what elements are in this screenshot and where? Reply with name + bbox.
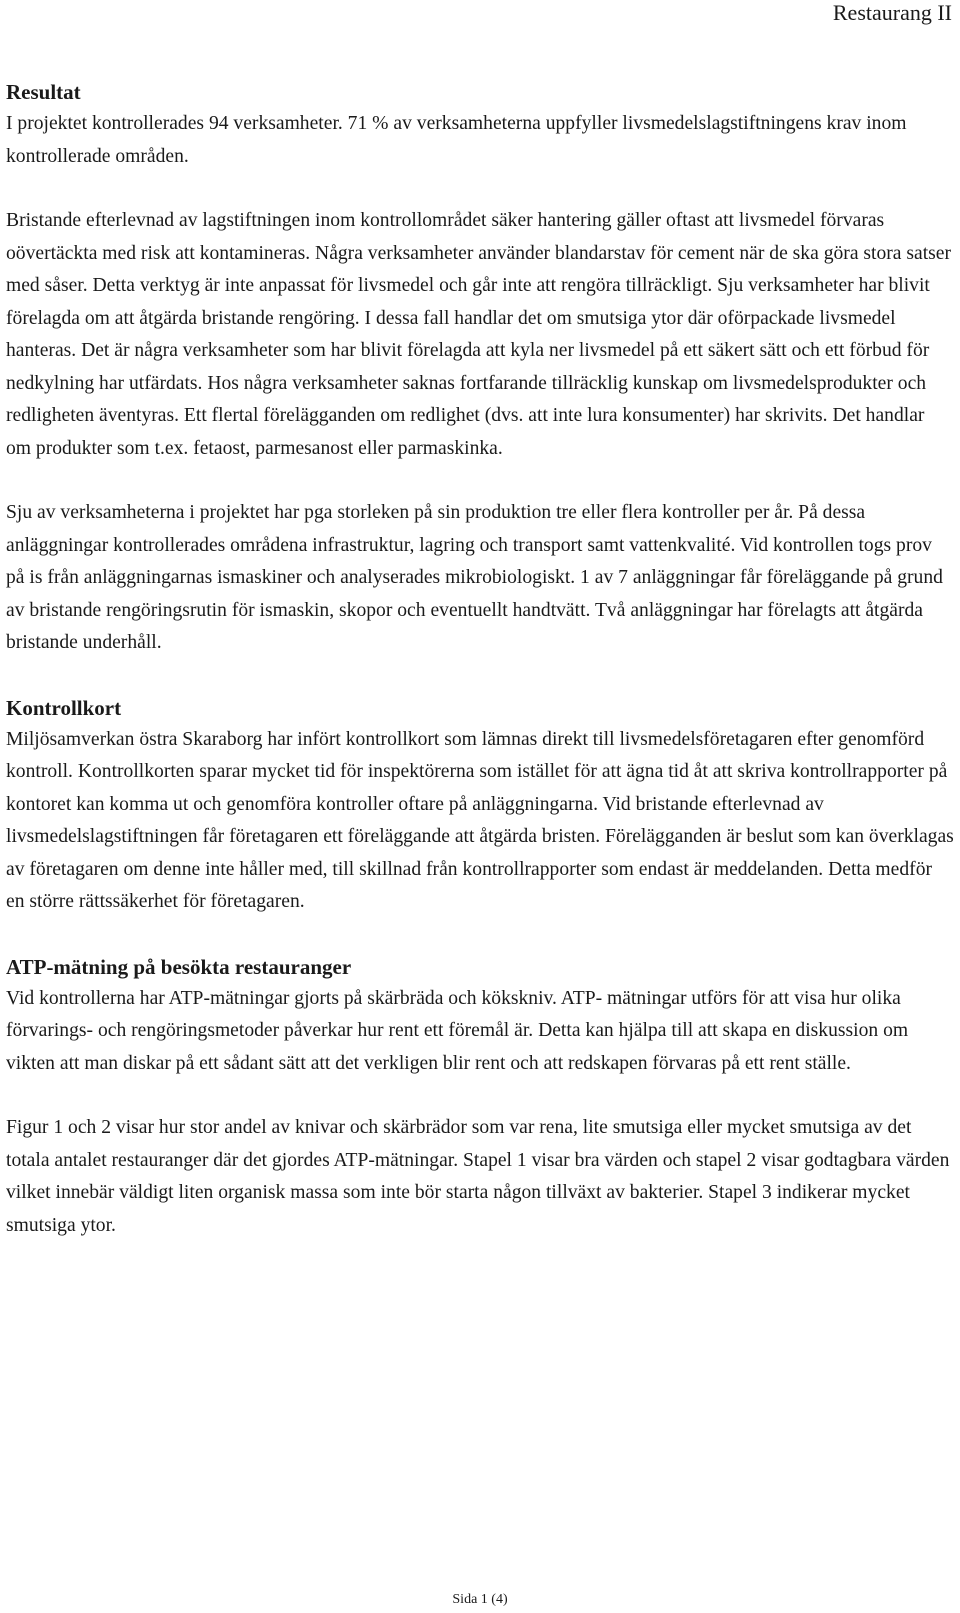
- paragraph-atp-1: Vid kontrollerna har ATP-mätningar gjorts på skärbräda och kökskniv. ATP- mätningar utförs för att visa hur olika förvarings- och rengöringsmetoder påverkar hur rent ett föremål är. Detta kan hjälpa till att skapa en diskussion om vikten att man diskar på ett sådant sätt att det verkligen blir rent och att redskapen förvaras på ett rent ställe.: [6, 987, 909, 1074]
- paragraph-atp-2: Figur 1 och 2 visar hur stor andel av knivar och skärbrädor som var rena, lite smutsiga eller mycket smutsiga av det totala antalet restauranger där det gjordes ATP-mätningar. Stapel 1 visar bra värden och stapel 2 visar godtagbara värden vilket innebär väldigt liten organisk massa som inte bör starta någon tillväxt av bakterier. Stapel 3 indikerar mycket smutsiga ytor.: [6, 1117, 950, 1236]
- heading-kontrollkort: Kontrollkort: [6, 695, 122, 720]
- document-body: [6, 76, 954, 1242]
- page-header-title: Restaurang II: [832, 0, 952, 25]
- paragraph-kontrollkort-1: Miljösamverkan östra Skaraborg har infört kontrollkort som lämnas direkt till livsmedelsföretagaren efter genomförd kontroll. Kontrollkorten sparar mycket tid för inspektörerna som istället för att ägna tid åt att skriva kontrollrapporter på kontoret kan komma ut och genomföra kontroller oftare på anläggningarna. Vid bristande efterlevnad av livsmedelslagstiftningen får företagaren ett föreläggande att åtgärda bristen. Förelägganden är beslut som kan överklagas av företagaren om denne inte håller med, till skillnad från kontrollrapporter som endast är meddelanden. Detta medför en större rättssäkerhet för företagaren.: [6, 728, 954, 912]
- page-number: Sida 1 (4): [452, 1592, 508, 1607]
- paragraph-resultat-1: I projektet kontrollerades 94 verksamheter. 71 % av verksamheterna uppfyller livsmedelslagstiftningens krav inom kontrollerade områden.: [6, 113, 907, 167]
- heading-atp: ATP-mätning på besökta restauranger: [6, 954, 352, 979]
- paragraph-resultat-3: Sju av verksamheterna i projektet har pga storleken på sin produktion tre eller flera kontroller per år. På dessa anläggningar kontrollerades områdena infrastruktur, lagring och transport samt vattenkvalité. Vid kontrollen togs prov på is från anläggningarnas ismaskiner och analyserades mikrobiologiskt. 1 av 7 anläggningar får föreläggande på grund av bristande rengöringsrutin för ismaskin, skopor och eventuellt handtvätt. Två anläggningar har förelagts att åtgärda bristande underhåll.: [6, 502, 943, 653]
- heading-resultat: Resultat: [6, 80, 81, 104]
- paragraph-resultat-2: Bristande efterlevnad av lagstiftningen inom kontrollområdet säker hantering gäller oftast att livsmedel förvaras oövertäckta med risk att kontamineras. Några verksamheter använder blandarstav för cement när de ska göra stora satser med såser. Detta verktyg är inte anpassat för livsmedel och går inte att rengöra tillräckligt. Sju verksamheter har blivit förelagda om att åtgärda bristande rengöring. I dessa fall handlar det om smutsiga ytor där oförpackade livsmedel hanteras. Det är några verksamheter som har blivit förelagda att kyla ner livsmedel på ett säkert sätt och ett förbud för nedkylning har utfärdats. Hos några verksamheter saknas fortfarande tillräcklig kunskap om livsmedelsprodukter och redligheten äventyras. Ett flertal förelägganden om redlighet (dvs. att inte lura konsumenter) har skrivits. Det handlar om produkter som t.ex. fetaost, parmesanost eller parmaskinka.: [6, 210, 952, 459]
